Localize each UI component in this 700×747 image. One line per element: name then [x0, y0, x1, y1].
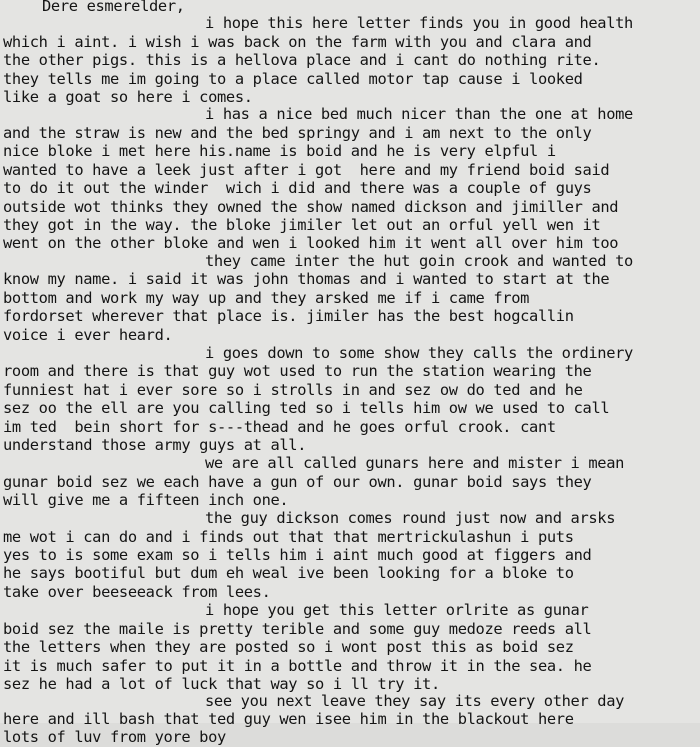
letter-line: outside wot thinks they owned the show named dickson and jimiller and — [3, 198, 619, 216]
letter-line: and the straw is new and the bed springy and i am next to the only — [3, 124, 592, 142]
letter-line: they came inter the hut goin crook and wanted to — [205, 252, 633, 270]
letter-line: i has a nice bed much nicer than the one at home — [205, 105, 633, 123]
letter-line: here and ill bash that ted guy wen isee him in the blackout here — [3, 710, 574, 728]
letter-line: he says bootiful but dum eh weal ive been looking for a bloke to — [3, 564, 574, 582]
letter-line: i hope you get this letter orlrite as gunar — [205, 601, 589, 619]
letter-line: yes to is some exam so i tells him i aint much good at figgers and — [3, 546, 592, 564]
letter-line: will give me a fifteen inch one. — [3, 491, 289, 509]
letter-line: like a goat so here i comes. — [3, 88, 253, 106]
letter-line: wanted to have a leek just after i got here and my friend boid said — [3, 161, 610, 179]
letter-line: room and there is that guy wot used to run the station wearing the — [3, 362, 592, 380]
letter-line: sez oo the ell are you calling ted so i tells him ow we used to call — [3, 399, 610, 417]
letter-line: the letters when they are posted so i wont post this as boid sez — [3, 638, 574, 656]
letter-line: the other pigs. this is a hellova place and i cant do nothing rite. — [3, 51, 601, 69]
letter-line: went on the other bloke and wen i looked him it went all over him too — [3, 234, 619, 252]
letter-line: nice bloke i met here his.name is boid and he is very elpful i — [3, 142, 556, 160]
letter-line: me wot i can do and i finds out that that mertrickulashun i puts — [3, 528, 574, 546]
letter-line: voice i ever heard. — [3, 326, 173, 344]
letter-line: boid sez the maile is pretty terible and some guy medoze reeds all — [3, 620, 592, 638]
letter-line: which i aint. i wish i was back on the farm with you and clara and — [3, 33, 592, 51]
letter-line: know my name. i said it was john thomas and i wanted to start at the — [3, 270, 610, 288]
letter-line: they got in the way. the bloke jimiler let out an orful yell wen it — [3, 216, 601, 234]
letter-line: we are all called gunars here and mister i mean — [205, 454, 625, 472]
letter-greeting: Dere esmerelder, — [42, 0, 185, 15]
letter-line: bottom and work my way up and they arsked me if i came from — [3, 289, 530, 307]
letter-line: they tells me im going to a place called motor tap cause i looked — [3, 70, 583, 88]
letter-line: understand those army guys at all. — [3, 436, 307, 454]
letter-line: see you next leave they say its every other day — [205, 692, 625, 710]
letter-line: funniest hat i ever sore so i strolls in and sez ow do ted and he — [3, 381, 583, 399]
letter-line: sez he had a lot of luck that way so i ll try it. — [3, 675, 440, 693]
letter-line: the guy dickson comes round just now and arsks — [205, 509, 616, 527]
letter-line: it is much safer to put it in a bottle and throw it in the sea. he — [3, 657, 592, 675]
letter-line: i hope this here letter finds you in good health — [205, 14, 633, 32]
letter-line: take over beeseeack from lees. — [3, 583, 271, 601]
letter-line: fordorset wherever that place is. jimiler has the best hogcallin — [3, 307, 574, 325]
letter-line: lots of luv from yore boy — [3, 728, 226, 746]
letter-line: im ted bein short for s---thead and he goes orful crook. cant — [3, 418, 556, 436]
letter-line: i goes down to some show they calls the ordinery — [205, 344, 633, 362]
letter-line: gunar boid sez we each have a gun of our own. gunar boid says they — [3, 473, 592, 491]
letter-line: to do it out the winder wich i did and there was a couple of guys — [3, 179, 592, 197]
